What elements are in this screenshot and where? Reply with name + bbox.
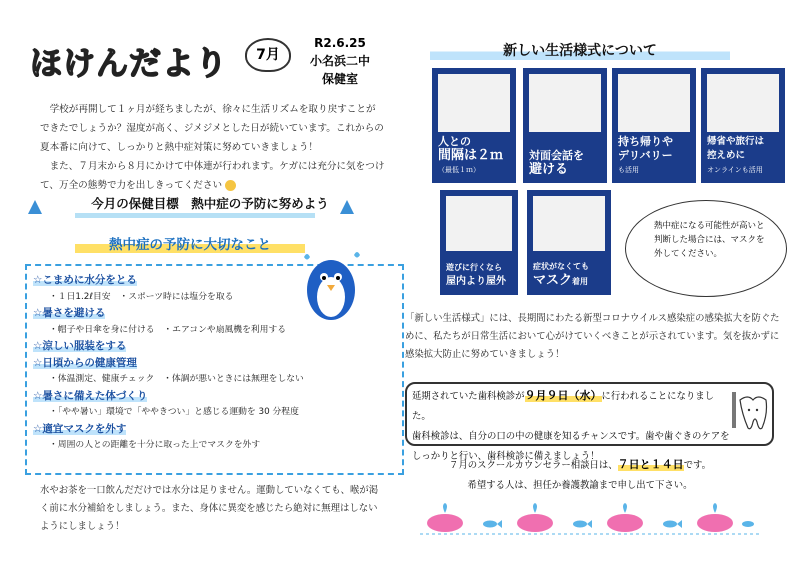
whale-icon xyxy=(517,503,553,532)
lifestyle-card-distance: 人との 間隔は２ｍ （最低１ｍ） xyxy=(432,68,516,183)
heatstroke-title: 熱中症の予防に大切なこと xyxy=(75,233,305,253)
tip-item: ☆暑さに備えた体づくり ・「やや暑い」環境で「ややきつい」と感じる運動を 30 分程度 xyxy=(33,389,299,417)
sweating-penguin-icon xyxy=(296,245,366,325)
office-name: 保健室 xyxy=(321,72,358,86)
dental-line-1: 延期されていた歯科検診が９月９日（水）に行われることになりました。 xyxy=(412,389,715,422)
closing-text: 水やお茶を一口飲んだだけでは水分は足りません。運動していなくても、喉が渇く前に水分補給をしましょう。また、身体に異変を感じたら絶対に無理はしないようにしましょう！ xyxy=(40,485,379,532)
intro-paragraph-2: また、７月末から８月にかけて中体連が行われます。ケガには充分に気をつけて、万全の態勢で力を出しきってください xyxy=(40,161,385,191)
issuer-block xyxy=(300,34,380,88)
lifestyle-card-delivery: 持ち帰りや デリバリー も活用 xyxy=(612,68,696,183)
dental-checkup-box xyxy=(405,382,774,462)
tooth-brush-icon xyxy=(730,390,768,434)
school-name: 小名浜二中 xyxy=(309,54,370,68)
delivery-illustration xyxy=(618,74,690,132)
lifestyle-card-mask: 症状がなくても マスク着用 xyxy=(527,190,611,295)
fish-icon xyxy=(742,521,754,527)
fish-icon xyxy=(483,520,502,528)
outdoors-illustration xyxy=(446,196,512,251)
conversation-illustration xyxy=(529,74,601,132)
fish-icon xyxy=(573,520,592,528)
whale-icon xyxy=(607,503,643,532)
dental-line-2: 歯科検診は、自分の口の中の健康を知るチャンスです。歯や歯ぐきのケアをしっかりと行い、歯科検診に備えましょう！ xyxy=(412,431,730,462)
fish-icon xyxy=(663,520,682,528)
mask-illustration xyxy=(533,196,605,251)
mask-note-bubble: 熱中症になる可能性が高いと判断した場合には、マスクを外してください。 xyxy=(625,200,787,297)
lifestyle-card-outdoors: 遊びに行くなら 屋内より屋外 xyxy=(440,190,518,295)
issue-date: R2.6.25 xyxy=(314,36,366,50)
intro-paragraph-1: 学校が再開して１ヶ月が経ちましたが、徐々に生活リズムを取り戻すことができたでしょうか？湿度が高く、ジメジメとした日が続いています。これからの夏本番に向けて、しっかりと熱中症対策に努めていきましょう！ xyxy=(40,104,384,153)
tip-item: ☆適宜マスクを外す ・周囲の人との距離を十分に取った上でマスクを外す xyxy=(33,422,261,450)
dental-date: ９月９日（水） xyxy=(524,389,602,402)
whale-icon xyxy=(427,503,463,532)
tip-item: ☆涼しい服装をする xyxy=(33,340,127,352)
new-lifestyle-body: 「新しい生活様式」には、長期間にわたる新型コロナウイルス感染症の感染拡大を防ぐために、私たちが日常生活において心がけていくべきことが示されています。気を抜かずに感染拡大防止に努めていきましょう！ xyxy=(405,313,780,360)
distance-illustration xyxy=(438,74,510,132)
month-badge: 7月 xyxy=(245,38,291,72)
newsletter-title: ほけんだより xyxy=(30,44,229,82)
whale-icon xyxy=(697,503,733,532)
counselor-notice: ７月のスクールカウンセラー相談日は、７日と１４日です。 希望する人は、担任か養護教諭まで申し出て下さい。 xyxy=(449,458,711,491)
travel-illustration xyxy=(707,74,779,132)
tip-item: ☆こまめに水分をとる ・１日1.2ℓ目安 ・スポーツ時には塩分を取る xyxy=(33,274,234,302)
goal-wave-underline xyxy=(75,213,315,218)
tip-item: ☆日頃からの健康管理 ・体温測定、健康チェック ・体調が悪いときには無理をしない xyxy=(33,356,304,384)
tip-item: ☆暑さを避ける ・帽子や日傘を身に付ける ・エアコンや扇風機を利用する xyxy=(33,307,287,335)
tips-list xyxy=(33,272,333,454)
intro-text xyxy=(40,100,385,195)
lifestyle-card-conversation: 対面会話を 避ける xyxy=(523,68,607,183)
smile-icon xyxy=(225,180,236,191)
new-lifestyle-title: 新しい生活様式について xyxy=(430,40,730,60)
whale-fish-border xyxy=(420,496,760,536)
lifestyle-card-travel: 帰省や旅行は 控えめに オンラインも活用 xyxy=(701,68,785,183)
counselor-days: ７日と１４日 xyxy=(617,458,684,471)
monthly-goal: 今月の保健目標 熱中症の予防に努めよう xyxy=(91,196,329,211)
